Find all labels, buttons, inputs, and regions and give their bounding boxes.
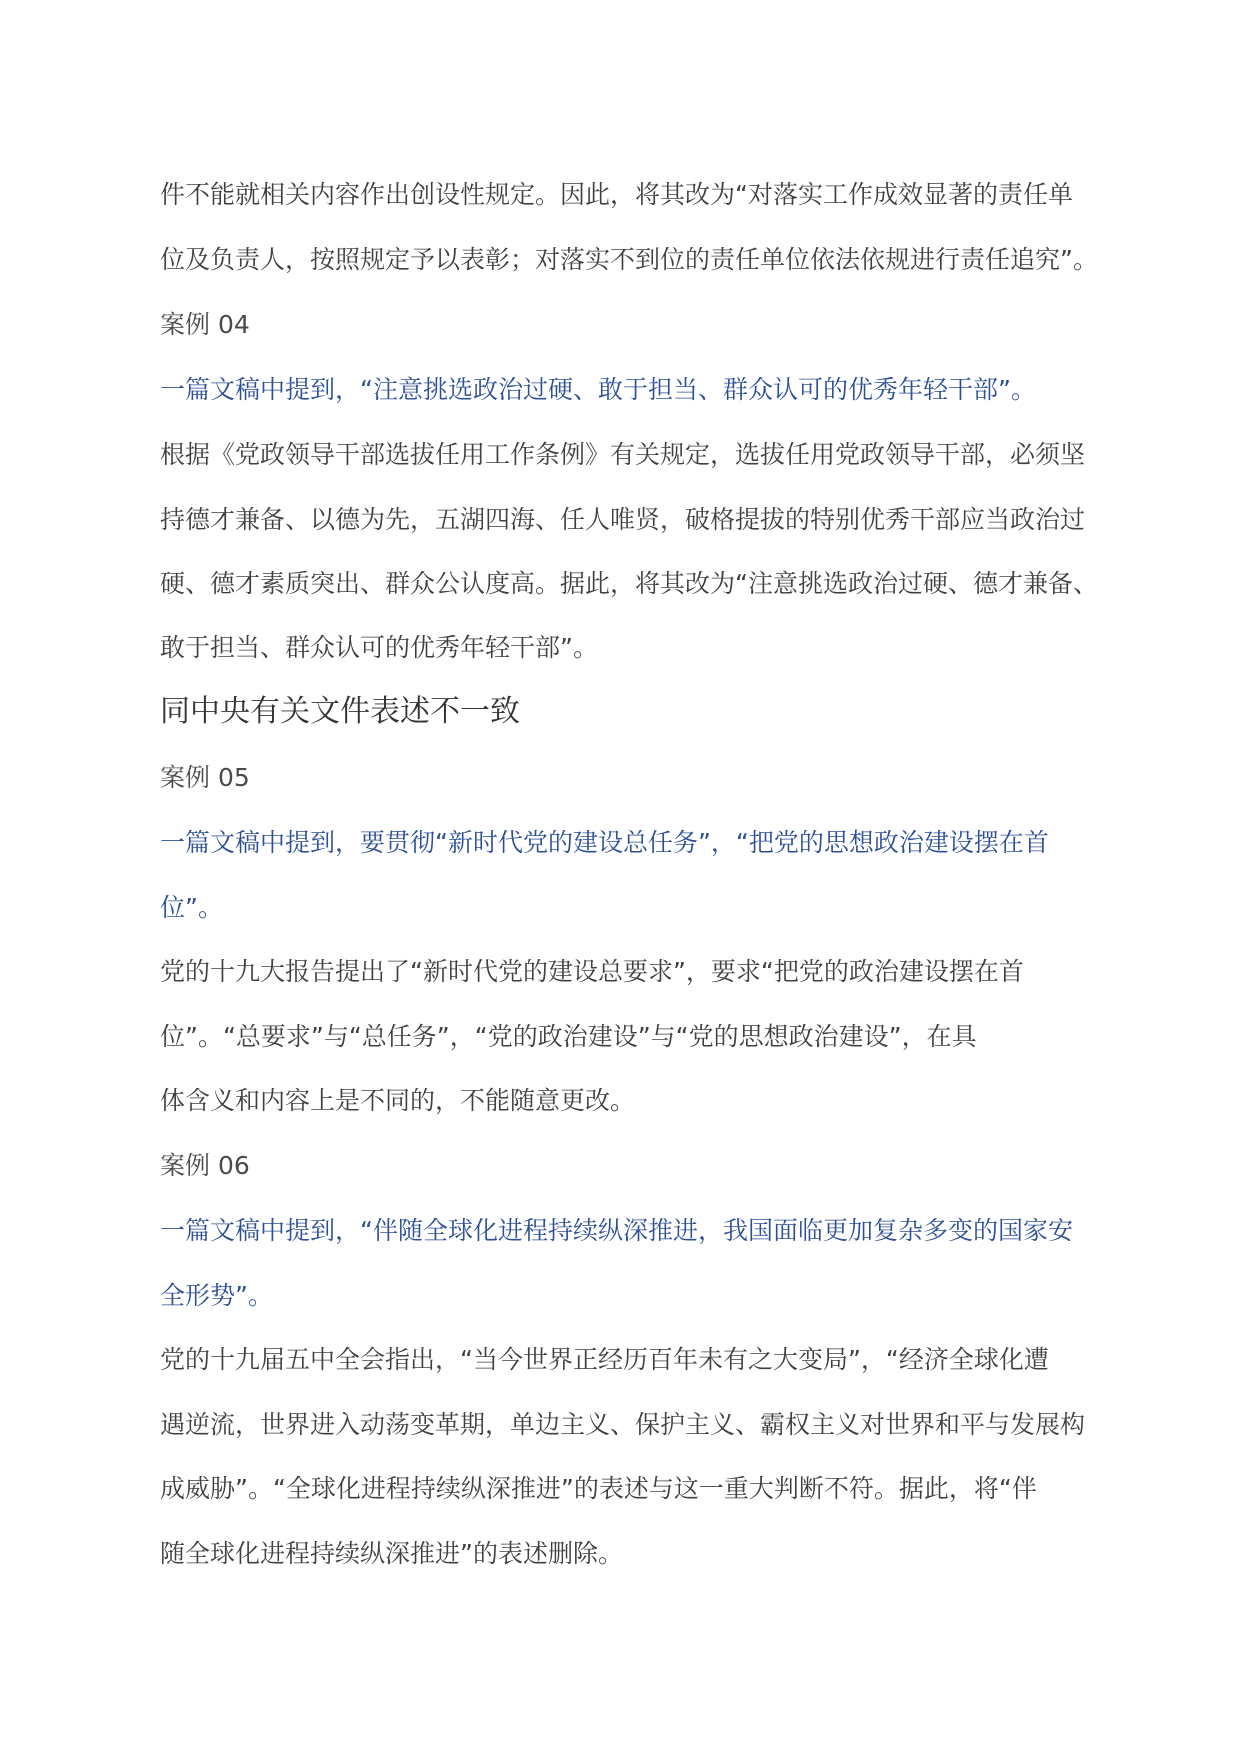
case-quote-line: 位”。 (160, 893, 223, 922)
case-quote-line: 一篇文稿中提到，要贯彻“新时代党的建设总任务”，“把党的思想政治建设摆在首 (160, 828, 1049, 857)
case-label-05: 案例 05 (160, 763, 250, 792)
body-text-line: 位”。“总要求”与“总任务”，“党的政治建设”与“党的思想政治建设”，在具 (160, 1022, 977, 1051)
body-text-line: 遇逆流，世界进入动荡变革期，单边主义、保护主义、霸权主义对世界和平与发展构 (160, 1410, 1086, 1439)
case-quote-line: 全形势”。 (160, 1281, 273, 1310)
case-quote-line: 一篇文稿中提到，“伴随全球化进程持续纵深推进，我国面临更加复杂多变的国家安 (160, 1216, 1073, 1245)
body-text-line: 体含义和内容上是不同的，不能随意更改。 (160, 1086, 636, 1115)
body-text-line: 随全球化进程持续纵深推进”的表述删除。 (160, 1539, 623, 1568)
body-text-line: 成威胁”。“全球化进程持续纵深推进”的表述与这一重大判断不符。据此，将“伴 (160, 1474, 1037, 1503)
case-quote-line: 一篇文稿中提到，“注意挑选政治过硬、敢于担当、群众认可的优秀年轻干部”。 (160, 375, 1036, 404)
body-text-line: 党的十九大报告提出了“新时代党的建设总要求”，要求“把党的政治建设摆在首 (160, 957, 1024, 986)
body-text-line: 持德才兼备、以德为先，五湖四海、任人唯贤，破格提拔的特别优秀干部应当政治过 (160, 505, 1086, 534)
body-text-line: 硬、德才素质突出、群众公认度高。据此，将其改为“注意挑选政治过硬、德才兼备、 (160, 569, 1098, 598)
case-label-06: 案例 06 (160, 1151, 250, 1180)
body-text-line: 党的十九届五中全会指出，“当今世界正经历百年未有之大变局”，“经济全球化遭 (160, 1345, 1049, 1374)
body-text-line: 根据《党政领导干部选拔任用工作条例》有关规定，选拔任用党政领导干部，必须坚 (160, 440, 1086, 469)
body-text-line: 件不能就相关内容作出创设性规定。因此，将其改为“对落实工作成效显著的责任单 (160, 180, 1073, 209)
body-text-line: 敢于担当、群众认可的优秀年轻干部”。 (160, 633, 598, 662)
body-text-line: 位及负责人，按照规定予以表彰；对落实不到位的责任单位依法依规进行责任追究”。 (160, 245, 1098, 274)
section-heading: 同中央有关文件表述不一致 (160, 694, 520, 729)
case-label-04: 案例 04 (160, 310, 250, 339)
